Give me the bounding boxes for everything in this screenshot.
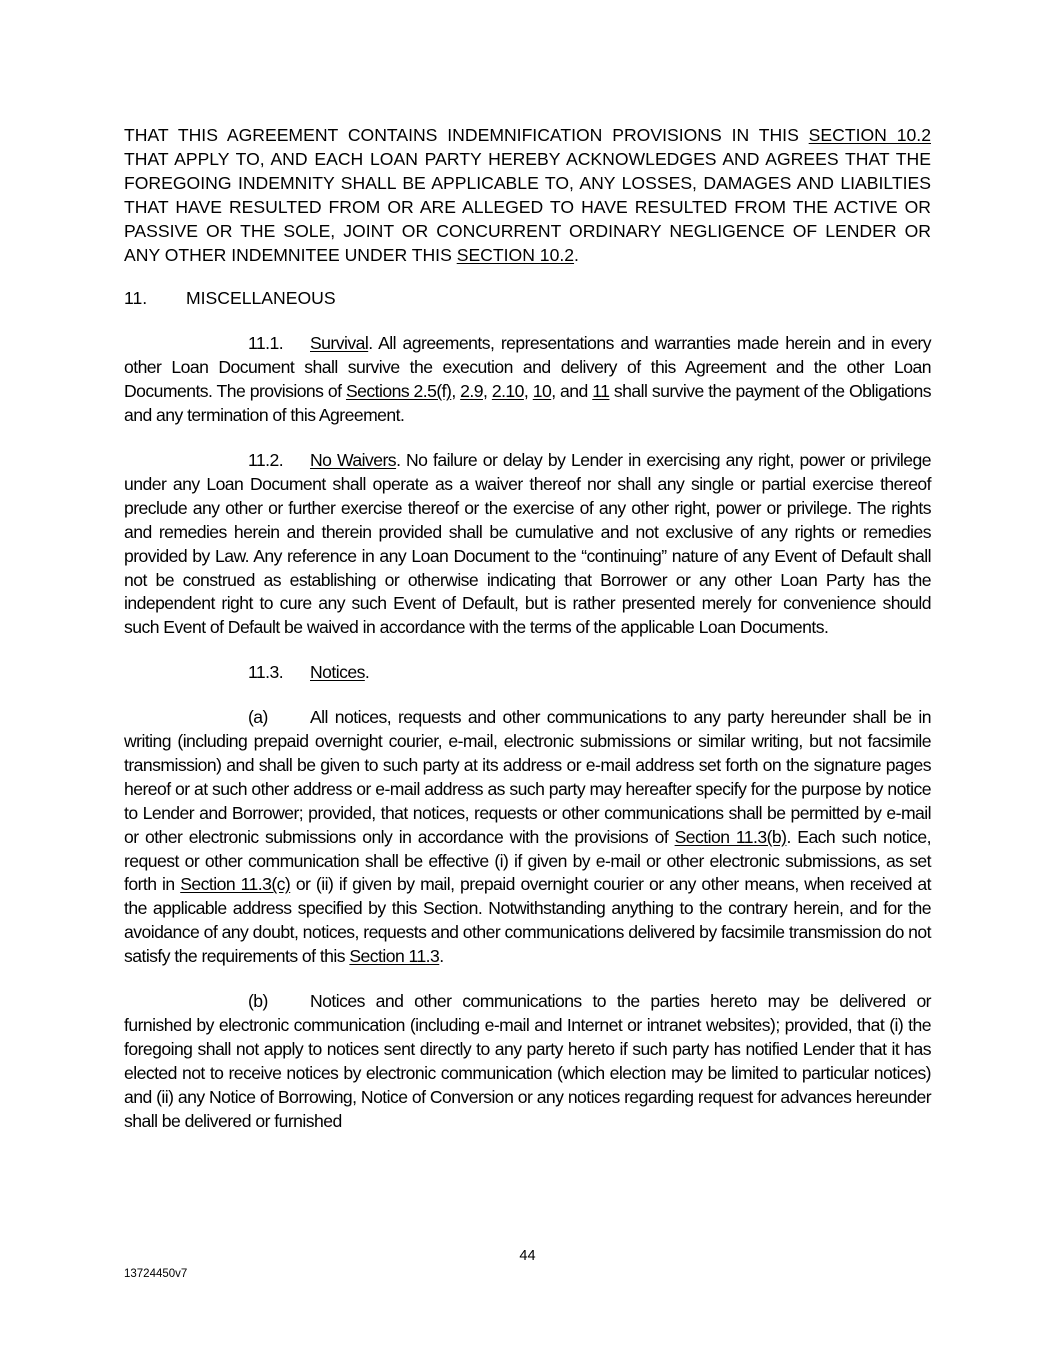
paragraph-11-1-survival: [124, 332, 931, 428]
clause-text: . No failure or delay by Lender in exercising any right, power or privilege under any Loan Document shall operate as a waiver thereof nor shall any single or partial exercise thereof preclude any other or further exercise thereof or the exercise of any other right, power or privilege. The rights and remedies herein and therein provided shall be cumulative and not exclusive of any rights or remedies provided by Law. Any reference in any Loan Document to the “continuing” nature of any Event of Default shall not be construed as establishing or otherwise indicating that Borrower or any other Loan Party has the independent right to cure any such Event of Default, but is rather presented merely for convenience should such Event of Default be waived in accordance with the terms of the applicable Loan Documents.: [124, 449, 931, 638]
indemnity-text: THAT THIS AGREEMENT CONTAINS INDEMNIFICATION PROVISIONS IN THIS: [124, 125, 809, 145]
separator: ,: [482, 381, 492, 402]
section-reference: SECTION 10.2: [456, 244, 575, 265]
paragraph-11-3-notices: [124, 661, 931, 685]
clause-number: 11.1.: [248, 333, 284, 354]
page-content: [124, 124, 931, 1134]
section-number: 11.: [124, 288, 148, 309]
section-title: MISCELLANEOUS: [186, 288, 336, 309]
clause-text: . Each such notice, request or other communication shall be effective (i) if given by e-mail or other electronic submissions, as set forth in: [124, 826, 931, 895]
clause-text: shall survive the payment of the Obligations and any termination of this Agreement.: [124, 381, 931, 426]
section-heading-11: [124, 287, 931, 311]
separator: , and: [551, 381, 593, 402]
separator: ,: [451, 381, 461, 402]
section-reference: 2.10: [491, 381, 524, 402]
page-number: 44: [519, 1248, 536, 1264]
section-reference: 2.9: [460, 381, 483, 402]
clause-text: Notices and other communications to the parties hereto may be delivered or furnished by electronic communication (including e-mail and Internet or intranet websites); provided, that (i) the foregoing shall not apply to notices sent directly to any party hereto if such party has notified Lender that it has elected not to receive notices by electronic communication (which election may be limited to particular notices) and (ii) any Notice of Borrowing, Notice of Conversion or any notices regarding request for advances hereunder shall be delivered or furnished: [124, 991, 931, 1131]
subclause-label: (a): [248, 707, 268, 728]
clause-title: No Waivers: [310, 449, 397, 470]
indemnity-text: THAT APPLY TO, AND EACH LOAN PARTY HEREBY ACKNOWLEDGES AND AGREES THAT THE FOREGOING INDEMNITY SHALL BE APPLICABLE TO, ANY LOSSES, DAMAGES AND LIABILTIES THAT HAVE RESULTED FROM OR ARE ALLEGED TO HAVE RESULTED FROM THE ACTIVE OR PASSIVE OR THE SOLE, JOINT OR CONCURRENT ORDINARY NEGLIGENCE OF LENDER OR ANY OTHER INDEMNITEE UNDER THIS: [124, 148, 931, 265]
indemnity-paragraph: [124, 124, 931, 267]
clause-text: All notices, requests and other communications to any party hereunder shall be in writing (including prepaid overnight courier, e-mail, electronic submissions or similar writing, but not facsimile transmission) and shall be given to such party at its address or e-mail address set forth on the signature pages hereof or at such other address or e-mail address as such party may hereafter specify for the purpose by notice to Lender and Borrower; provided, that notices, requests or other communications shall be permitted by e-mail or other electronic submissions only in accordance with the provisions of: [124, 707, 931, 847]
section-reference: 10: [532, 381, 552, 402]
clause-title: Survival: [310, 333, 369, 354]
paragraph-11-3-b: [124, 990, 931, 1133]
clause-text: .: [439, 946, 444, 967]
paragraph-11-3-a: [124, 706, 931, 969]
document-id: 13724450v7: [124, 1268, 188, 1280]
section-reference: SECTION 10.2: [808, 125, 931, 145]
clause-title: Notices: [310, 662, 365, 683]
section-reference: Section 11.3(b): [674, 826, 787, 847]
clause-text: . All agreements, representations and warranties made herein and in every other Loan Document shall survive the execution and delivery of this Agreement and the other Loan Documents. The provisions of: [124, 333, 931, 402]
separator: ,: [523, 381, 533, 402]
subclause-label: (b): [248, 991, 268, 1012]
section-reference: Section 11.3: [349, 946, 440, 967]
indemnity-text: .: [574, 244, 579, 265]
clause-number: 11.2.: [248, 449, 284, 470]
paragraph-11-2-no-waivers: [124, 449, 931, 640]
clause-text: .: [364, 662, 370, 683]
clause-number: 11.3.: [248, 662, 284, 683]
section-reference: Section 11.3(c): [180, 874, 291, 895]
clause-text: or (ii) if given by mail, prepaid overnight courier or any other means, when received at the applicable address specified by this Section. Notwithstanding anything to the contrary herein, and for the avoidance of any doubt, notices, requests and other communications delivered by facsimile transmission do not satisfy the requirements of this: [124, 874, 931, 967]
section-reference: Sections 2.5(f): [345, 381, 452, 402]
section-reference: 11: [592, 381, 610, 402]
